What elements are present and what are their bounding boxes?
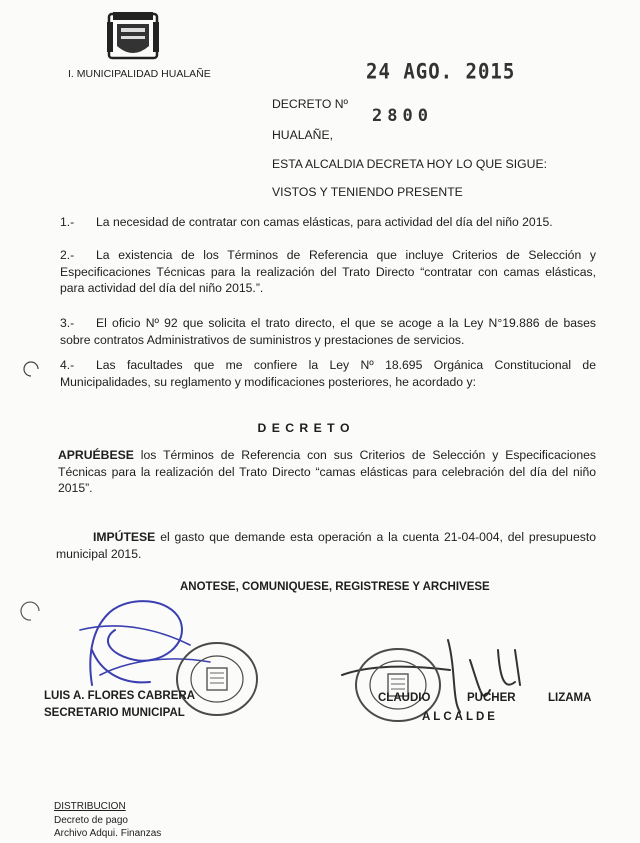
signer-right-name-2: PUCHER bbox=[467, 692, 516, 704]
item-number: 4.- bbox=[60, 358, 75, 372]
impute-paragraph bbox=[56, 529, 596, 562]
distribucion-item: Archivo Adqui. Finanzas bbox=[54, 828, 162, 839]
municipal-logo bbox=[107, 12, 159, 62]
punch-hole-mark bbox=[20, 600, 42, 622]
decreto-heading: D E C R E T O bbox=[257, 421, 351, 435]
impute-lead: IMPÚTESE bbox=[93, 530, 156, 544]
item-text: El oficio Nº 92 que solicita el trato directo, el que se acoge a la Ley N°19.886 de bases sobre contratos Administrativos de suministros y prestaciones de servicios. bbox=[60, 316, 596, 347]
signer-left-name: LUIS A. FLORES CABRERA bbox=[44, 690, 195, 702]
signer-right-name-1: CLAUDIO bbox=[378, 692, 431, 704]
item-number: 1.- bbox=[60, 215, 75, 229]
place-label: HUALAÑE, bbox=[272, 128, 333, 142]
anotese-line: ANOTESE, COMUNIQUESE, REGISTRESE Y ARCHIVESE bbox=[180, 581, 490, 593]
aprueba-lead: APRUÉBESE bbox=[58, 448, 134, 462]
item-text: La existencia de los Términos de Referencia que incluye Criterios de Selección y Especificaciones Técnicas para la realización del Trato Directo “contratar con camas elásticas, para actividad del día del niño 2015.”. bbox=[60, 248, 596, 295]
aprueba-paragraph bbox=[58, 447, 596, 497]
signer-left-title: SECRETARIO MUNICIPAL bbox=[44, 707, 185, 719]
distribucion-item: Decreto de pago bbox=[54, 815, 128, 826]
item-number: 2.- bbox=[60, 248, 75, 262]
municipality-name: I. MUNICIPALIDAD HUALAÑE bbox=[68, 68, 211, 80]
date-stamp: 24 AGO. 2015 bbox=[366, 59, 516, 85]
signer-right-title: ALCALDE bbox=[422, 711, 498, 723]
decreto-label: DECRETO Nº bbox=[272, 97, 349, 111]
item-text: La necesidad de contratar con camas elásticas, para actividad del día del niño 2015. bbox=[96, 215, 553, 229]
punch-hole-mark bbox=[22, 360, 40, 378]
impute-text: el gasto que demande esta operación a la cuenta 21-04-004, del presupuesto municipal 2015. bbox=[56, 530, 596, 561]
seal-left bbox=[174, 640, 260, 718]
vistos-heading: VISTOS Y TENIENDO PRESENTE bbox=[272, 185, 463, 199]
signer-right-name-3: LIZAMA bbox=[548, 692, 592, 704]
distribucion-title: DISTRIBUCION bbox=[54, 801, 126, 812]
item-number: 3.- bbox=[60, 316, 75, 330]
decreto-number: 2800 bbox=[372, 106, 433, 126]
aprueba-text: los Términos de Referencia con sus Criterios de Selección y Especificaciones Técnicas para la realización del Trato Directo “camas elásticas para celebración del día del niño 2015”. bbox=[58, 448, 596, 495]
item-text: Las facultades que me confiere la Ley Nº 18.695 Orgánica Constitucional de Municipalidades, su reglamento y modificaciones posteriores, he acordado y: bbox=[60, 358, 596, 389]
decree-intro: ESTA ALCALDIA DECRETA HOY LO QUE SIGUE: bbox=[272, 157, 547, 171]
